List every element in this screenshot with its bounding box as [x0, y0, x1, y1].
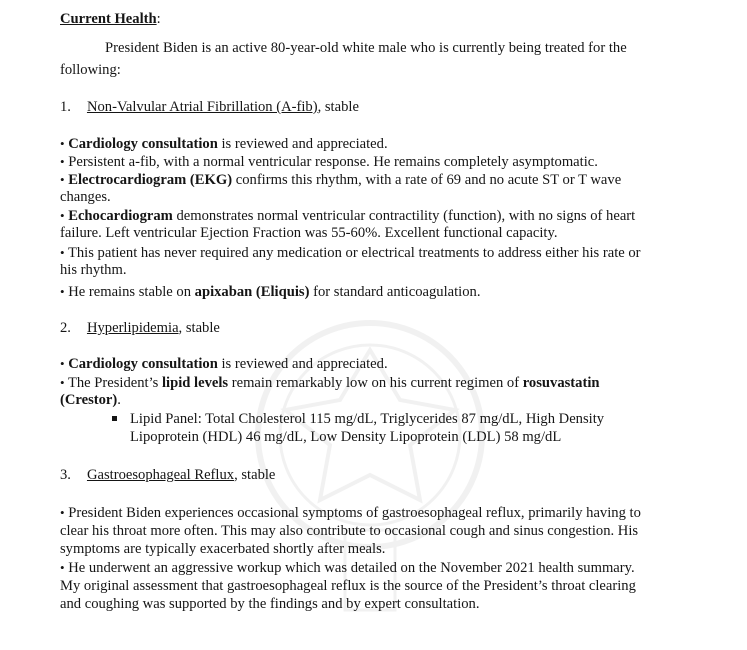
- problem-1-status: , stable: [317, 99, 359, 115]
- problem-1-title: Non-Valvular Atrial Fibrillation (A-fib): [86, 99, 318, 115]
- problem-1-heading: [60, 99, 359, 116]
- problem-3-bullet-1-cont-1: clear his throat more often. This may also contribute to occasional cough and sinus congestion. His: [60, 523, 639, 539]
- problem-3-number: 3.: [60, 467, 71, 483]
- problem-1-bullet-6: • He remains stable on apixaban (Eliquis) for standard anticoagulation.: [60, 284, 481, 300]
- problem-3-bullet-2-cont-1: My original assessment that gastroesophageal reflux is the source of the President’s throat clearing: [60, 578, 636, 594]
- problem-1-bullet-1: • Cardiology consultation is reviewed and appreciated.: [60, 136, 388, 152]
- bullet-icon: •: [60, 172, 65, 187]
- bullet-icon: •: [60, 136, 65, 151]
- bullet-icon: •: [60, 375, 65, 390]
- intro-line-1: President Biden is an active 80-year-old white male who is currently being treated for the: [105, 40, 627, 56]
- bullet-icon: •: [60, 505, 65, 520]
- problem-1-bullet-5: • This patient has never required any medication or electrical treatments to address either his rate or: [60, 245, 641, 261]
- square-bullet-icon: [112, 416, 117, 421]
- heading-title: Current Health: [60, 11, 157, 27]
- problem-1-bullet-4-cont: failure. Left ventricular Ejection Fraction was 55-60%. Excellent functional capacity.: [60, 225, 558, 241]
- bullet-icon: •: [60, 356, 65, 371]
- problem-1-bullet-3: • Electrocardiogram (EKG) confirms this rhythm, with a rate of 69 and no acute ST or T wave: [60, 172, 622, 188]
- problem-1-number: 1.: [60, 99, 71, 115]
- problem-3-bullet-1: • President Biden experiences occasional symptoms of gastroesophageal reflux, primarily having to: [60, 505, 641, 521]
- problem-3-status: , stable: [234, 467, 276, 483]
- lipid-panel-subbullet-cont: Lipoprotein (HDL) 46 mg/dL, Low Density Lipoprotein (LDL) 58 mg/dL: [130, 429, 562, 445]
- problem-3-bullet-2-cont-2: and coughing was supported by the findings and by expert consultation.: [60, 596, 480, 612]
- bullet-icon: •: [60, 284, 65, 299]
- problem-3-title: Gastroesophageal Reflux: [86, 467, 235, 483]
- problem-2-title: Hyperlipidemia: [86, 320, 179, 336]
- problem-3-bullet-1-cont-2: symptoms are typically exacerbated shortly after meals.: [60, 541, 386, 557]
- lipid-panel-subbullet: Lipid Panel: Total Cholesterol 115 mg/dL, Triglycerides 87 mg/dL, High Density: [112, 411, 604, 428]
- heading-colon: :: [156, 11, 161, 27]
- problem-3-bullet-2: • He underwent an aggressive workup which was detailed on the November 2021 health summary.: [60, 560, 635, 576]
- section-heading: [60, 11, 161, 28]
- bullet-icon: •: [60, 154, 65, 169]
- problem-1-bullet-5-cont: his rhythm.: [60, 262, 127, 278]
- problem-1-bullet-3-cont: changes.: [60, 189, 111, 205]
- bullet-icon: •: [60, 245, 65, 260]
- problem-1-bullet-2: • Persistent a-fib, with a normal ventricular response. He remains completely asymptomatic.: [60, 154, 598, 170]
- problem-2-number: 2.: [60, 320, 71, 336]
- problem-2-bullet-2: • The President’s lipid levels remain remarkably low on his current regimen of rosuvastatin: [60, 375, 600, 391]
- bullet-icon: •: [60, 208, 65, 223]
- problem-2-heading: [60, 320, 220, 337]
- problem-2-status: , stable: [178, 320, 220, 336]
- problem-2-bullet-1: • Cardiology consultation is reviewed and appreciated.: [60, 356, 388, 372]
- bullet-icon: •: [60, 560, 65, 575]
- problem-3-heading: [60, 467, 275, 484]
- problem-1-bullet-4: • Echocardiogram demonstrates normal ventricular contractility (function), with no signs of heart: [60, 208, 636, 224]
- intro-line-2: following:: [60, 62, 121, 78]
- problem-2-bullet-2-cont: (Crestor).: [60, 392, 121, 408]
